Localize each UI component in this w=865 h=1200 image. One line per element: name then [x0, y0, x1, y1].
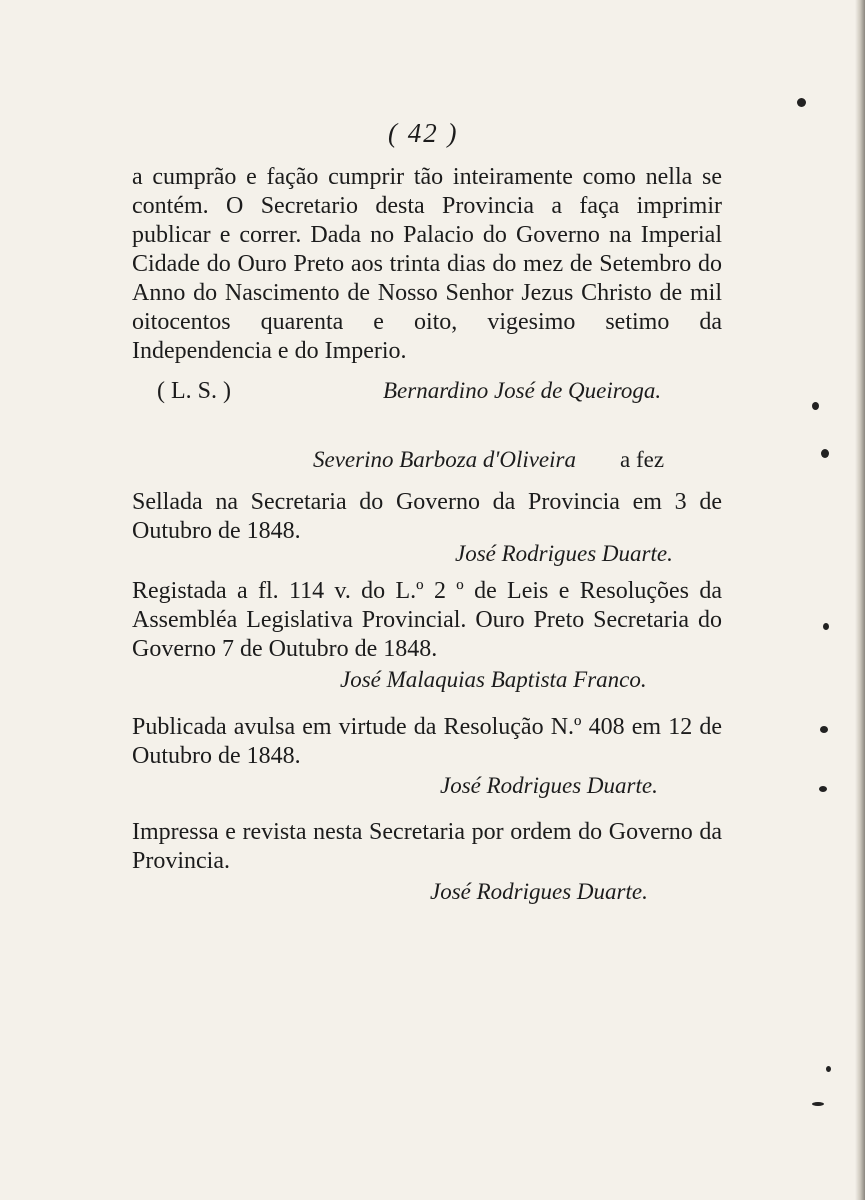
- scan-speck: [812, 402, 819, 410]
- seal-mark: ( L. S. ): [157, 378, 231, 404]
- paragraph-sealed: Sellada na Secretaria do Governo da Provincia em 3 de Outubro de 1848.: [132, 489, 722, 544]
- signature-bernardino: Bernardino José de Queiroga.: [383, 378, 662, 403]
- signature-duarte-1: José Rodrigues Duarte.: [455, 541, 673, 566]
- paragraph-decree-closing: a cumprão e fação cumprir tão inteiramente como nella se contém. O Secretario desta Provincia a faça imprimir publicar e correr. Dada no Palacio do Governo na Imperial Cidade do Ouro Preto aos trinta dias do mez de Setembro do Anno do Nascimento de Nosso Senhor Jezus Christo de mil oitocentos quarenta e oito, vigesimo setimo da Independencia e do Imperio.: [132, 164, 722, 364]
- paragraph-registered: Registada a fl. 114 v. do L.º 2 º de Leis e Resoluções da Assembléa Legislativa Provincial. Ouro Preto Secretaria do Governo 7 de Outubro de 1848.: [132, 578, 722, 662]
- page-edge-shadow: [855, 0, 865, 1200]
- scan-speck: [826, 1066, 831, 1072]
- paragraph-published: Publicada avulsa em virtude da Resolução N.º 408 em 12 de Outubro de 1848.: [132, 714, 722, 769]
- scan-speck: [819, 786, 827, 792]
- signature-duarte-2: José Rodrigues Duarte.: [440, 773, 658, 798]
- page-number: ( 42 ): [388, 118, 459, 148]
- scan-speck: [820, 726, 828, 733]
- signature-franco: José Malaquias Baptista Franco.: [340, 667, 647, 692]
- signature-severino-suffix: a fez: [620, 447, 665, 472]
- signature-severino: Severino Barboza d'Oliveira: [313, 447, 576, 472]
- paragraph-printed: Impressa e revista nesta Secretaria por ordem do Governo da Provincia.: [132, 819, 722, 874]
- scan-speck: [823, 623, 829, 630]
- scan-speck: [812, 1102, 824, 1106]
- scan-speck: [797, 98, 806, 107]
- scan-speck: [821, 449, 829, 458]
- signature-duarte-3: José Rodrigues Duarte.: [430, 879, 648, 904]
